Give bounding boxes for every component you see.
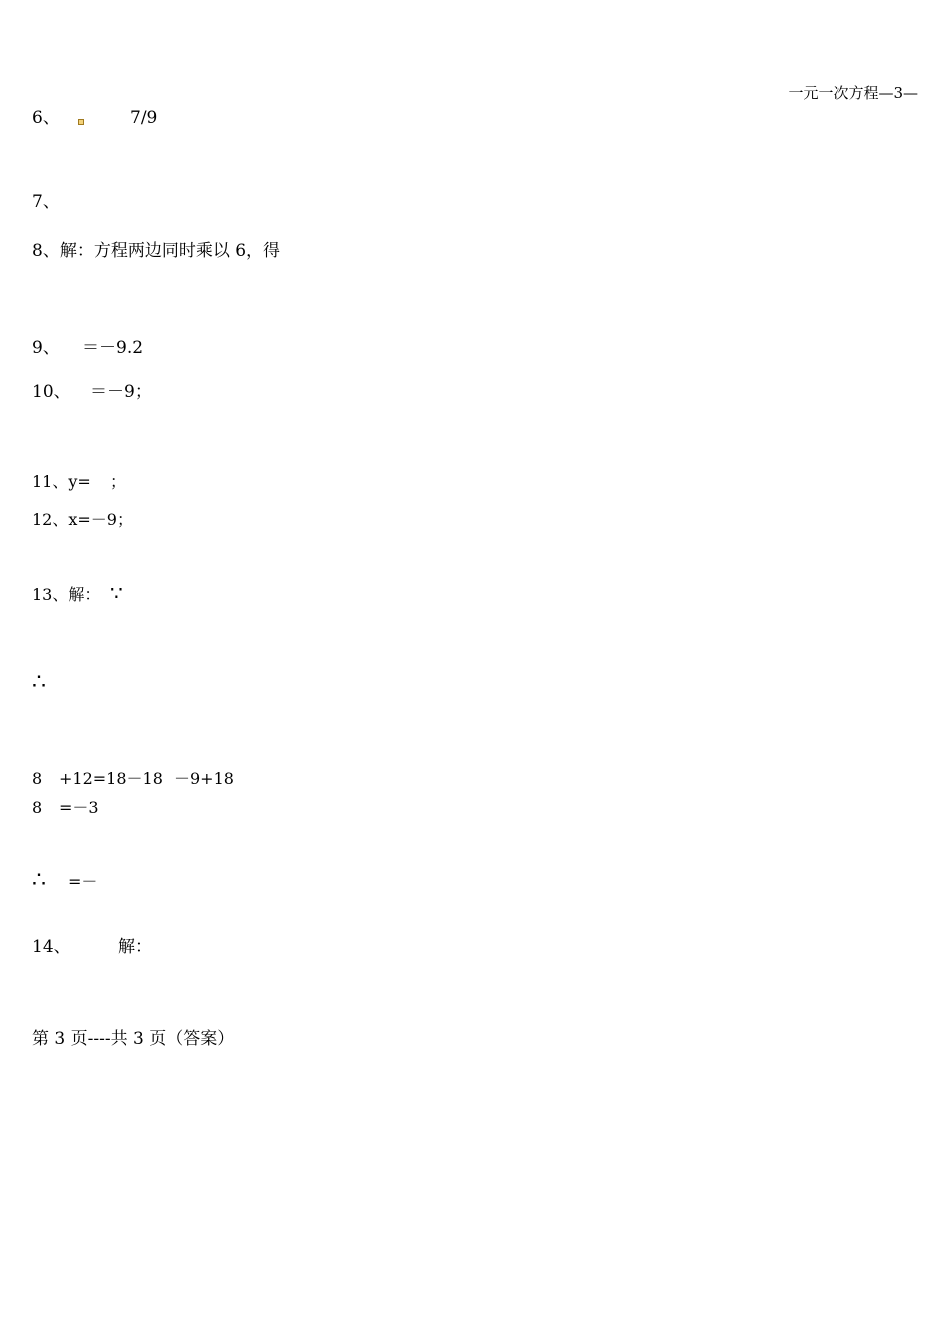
answer-7: 7、 [32,192,60,212]
answer-14 [32,937,152,1017]
answer-13-label: 13、解： [32,585,101,604]
answer-10-number: 10、 [32,382,71,402]
answer-12: 12、x=－9； [32,510,133,529]
equation-1-middle: +12=18－18 [59,769,163,788]
equation-1-coef: 8 [32,769,43,788]
formula-image-icon [78,119,84,125]
answer-11-number: 11、y= [32,472,91,491]
answer-6-number: 6、 [32,108,60,128]
equation-1-end: －9+18 [174,769,234,788]
page-header: 一元一次方程—3— [788,84,918,102]
equation-2-coef: 8 [32,798,43,817]
answer-8: 8、解：方程两边同时乘以 6，得 [32,241,281,261]
therefore-symbol-1: ∴ [32,670,46,695]
answer-13 [32,581,123,665]
answer-6-value: 7/9 [130,108,158,128]
answer-14-label: 解： [118,937,152,957]
equation-line-2 [32,798,99,878]
equation-2-rhs: =－3 [59,798,99,817]
result-value: =－ [68,872,98,891]
because-symbol: ∵ [110,581,123,605]
page-footer: 第 3 页----共 3 页（答案） [32,1029,235,1049]
answer-9-number: 9、 [32,338,60,358]
answer-10 [32,382,152,462]
answer-9-value: ＝－9.2 [82,338,144,358]
answer-11-value: ； [110,472,127,491]
answer-14-number: 14、 [32,937,71,957]
therefore-symbol-2: ∴ [32,868,46,893]
answer-10-value: ＝－9； [90,382,152,402]
